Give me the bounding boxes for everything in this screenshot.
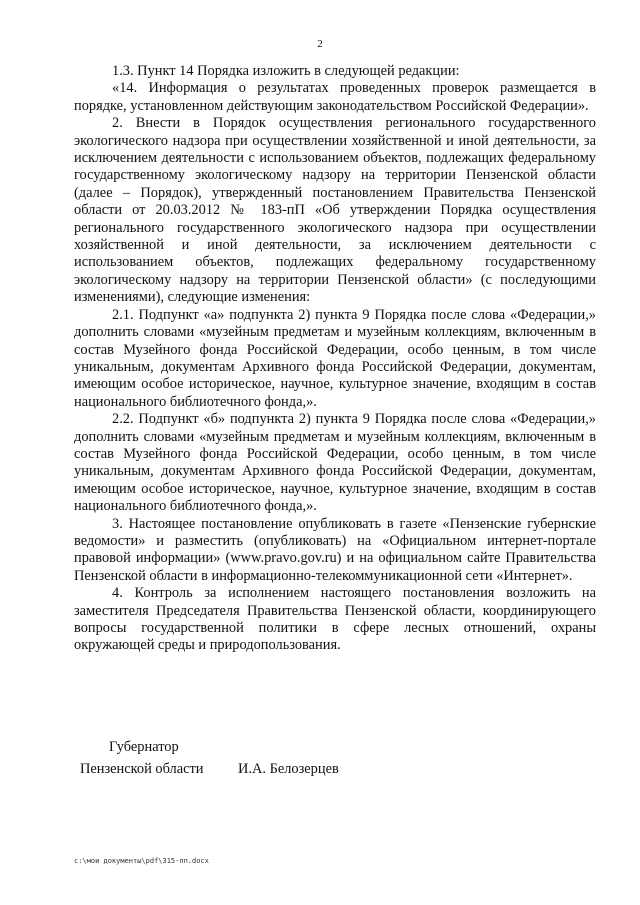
paragraph-2-1: 2.1. Подпункт «а» подпункта 2) пункта 9 Порядка после слова «Федерации,» дополнить словами «музейным предметам и музейным коллекциям, включенным в состав Музейного фонда Российской Федерации, особо ценным, в том числе уникальным, документам Архивного фонда Российской Федерации, документам, имеющим особое историческое, научное, культурное значение, входящим в состав национального библиотечного фонда,». xyxy=(74,306,596,410)
file-path-footer: c:\мои документы\pdf\315-пп.docx xyxy=(74,857,209,865)
paragraph-1-3: 1.3. Пункт 14 Порядка изложить в следующей редакции: xyxy=(112,63,460,79)
signatory-position-line2: Пензенской области xyxy=(80,761,204,777)
signatory-position-line1: Губернатор xyxy=(109,739,179,755)
paragraph-4: 4. Контроль за исполнением настоящего постановления возложить на заместителя Председателя Правительства Пензенской области, координирующего вопросы государственной политики в сфере лесных отношений, охраны окружающей среды и природопользования. xyxy=(74,585,596,654)
document-body xyxy=(74,63,596,655)
paragraph-2-2: 2.2. Подпункт «б» подпункта 2) пункта 9 Порядка после слова «Федерации,» дополнить словами «музейным предметам и музейным коллекциям, включенным в состав Музейного фонда Российской Федерации, особо ценным, в том числе уникальным, документам Архивного фонда Российской Федерации, документам, имеющим особое историческое, научное, культурное значение, входящим в состав национального библиотечного фонда,». xyxy=(74,411,596,515)
paragraph-14-text: «14. Информация о результатах проведенных проверок размещается в порядке, установленном действующим законодательством Российской Федерации». xyxy=(74,80,596,114)
paragraph-2: 2. Внести в Порядок осуществления регионального государственного экологического надзора при осуществлении хозяйственной и иной деятельности, за исключением деятельности с использованием объектов, подлежащих федеральному государственному экологическому надзору на территории Пензенской области (далее – Порядок), утвержденный постановлением Правительства Пензенской области от 20.03.2012 № 183-пП «Об утверждении Порядка осуществления регионального государственного экологического надзора при осуществлении хозяйственной и иной деятельности, за исключением деятельности с использованием объектов, подлежащих федеральному государственному экологическому надзору на территории Пензенской области» (с последующими изменениями), следующие изменения: xyxy=(74,115,596,306)
page-number: 2 xyxy=(317,38,323,50)
paragraph-3: 3. Настоящее постановление опубликовать в газете «Пензенские губернские ведомости» и разместить (опубликовать) на «Официальном интернет-портале правовой информации» (www.pravo.gov.ru) и на официальном сайте Правительства Пензенской области в информационно-телекоммуникационной сети «Интернет». xyxy=(74,515,596,584)
signatory-name: И.А. Белозерцев xyxy=(238,761,339,777)
